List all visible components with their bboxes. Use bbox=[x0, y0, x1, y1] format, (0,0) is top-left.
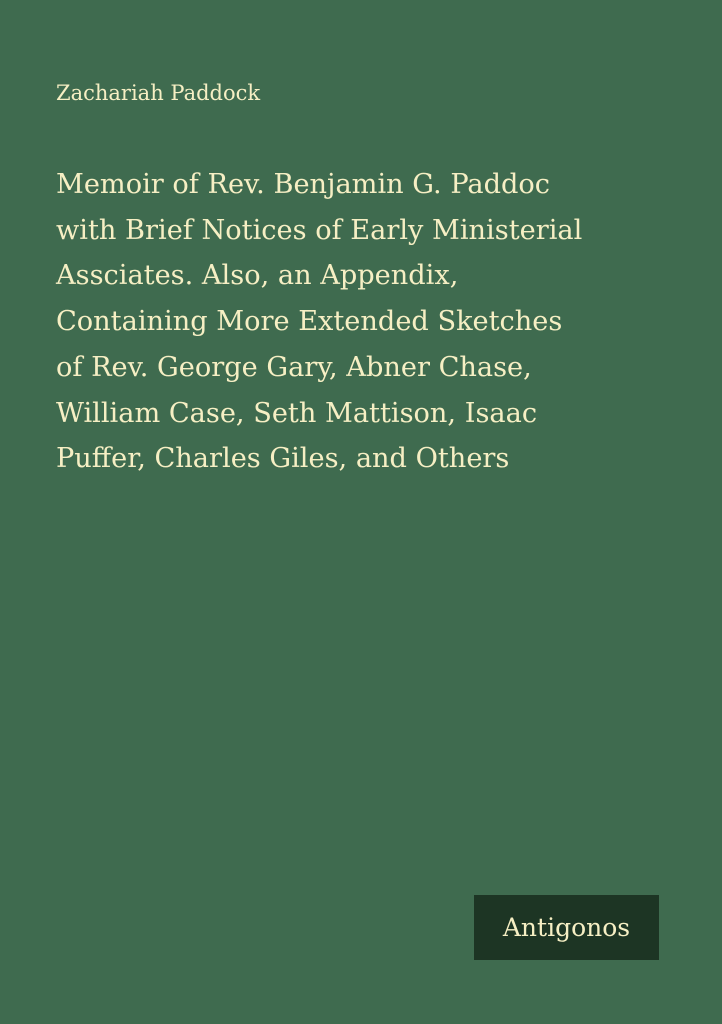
book-title bbox=[56, 162, 676, 482]
author-name: Zachariah Paddock bbox=[56, 81, 261, 105]
title-line: William Case, Seth Mattison, Isaac bbox=[56, 397, 538, 429]
title-line: Puffer, Charles Giles, and Others bbox=[56, 443, 510, 475]
title-line: Memoir of Rev. Benjamin G. Paddoc bbox=[56, 169, 551, 200]
title-line: Assciates. Also, an Appendix, bbox=[56, 260, 459, 292]
publisher-badge bbox=[474, 895, 659, 960]
title-line: Containing More Extended Sketches bbox=[56, 306, 563, 338]
title-line: with Brief Notices of Early Ministerial bbox=[56, 214, 583, 246]
title-line: of Rev. George Gary, Abner Chase, bbox=[56, 351, 532, 383]
publisher-name: Antigonos bbox=[502, 913, 631, 942]
